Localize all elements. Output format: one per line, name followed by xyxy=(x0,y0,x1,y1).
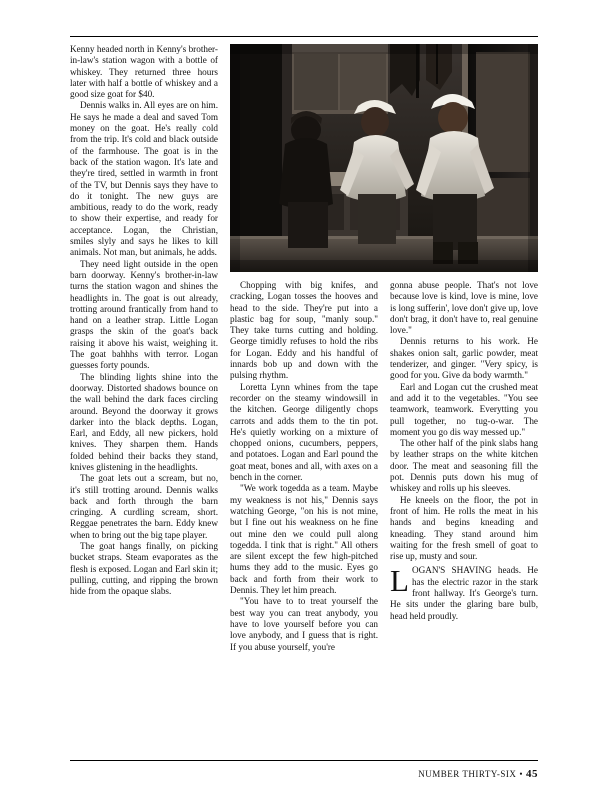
paragraph: The goat hangs finally, on picking bucket straps. Steam evaporates as the flesh is exposed. Logan and Earl skin it; pulling, cutting, and ripping the brown hide from the opaque slabs. xyxy=(70,541,218,597)
paragraph: They need light outside in the open barn doorway. Kenny's brother-in-law turns the station wagon and shines the headlights in. The goat is out already, trotting around frantically from hand to hand on a leather strap. Little Logan grasps the skin of the goat's back raising it above his waist, weighing it. The goat bahhhs with terror. Logan guesses forty pounds. xyxy=(70,258,218,371)
paragraph: Chopping with big knifes, and cracking, Logan tosses the hooves and head to the side. They're put into a plastic bag for soup, "manly soup." They take turns cutting and holding. George timidly refuses to hold the ribs for Logan. Eddy and his handful of innards bob up and down with the pulsing rhythm. xyxy=(230,280,378,381)
column-1 xyxy=(70,44,218,598)
paragraph: "You have to to treat yourself the best way you can treat anybody, you have to love yourself before you can love anybody, and I guess that is right. If you abuse yourself, you're xyxy=(230,596,378,652)
dropcap-body-text: heads. He has the electric razor in the stark front hallway. It's George's turn. He sits under the glaring bare bulb, head held proudly. xyxy=(390,565,538,621)
dropcap-letter: L xyxy=(390,563,409,599)
paragraph: Kenny headed north in Kenny's brother-in-law's station wagon with a bottle of whiskey. They returned three hours later with half a bottle of whiskey and a good size goat for $40. xyxy=(70,44,218,100)
page-number: 45 xyxy=(526,768,538,780)
footer-separator: • xyxy=(519,769,523,779)
page-footer xyxy=(70,768,538,780)
paragraph: The blinding lights shine into the doorway. Distorted shadows bounce on the wall behind the dark faces circling around. Beyond the doorway it grows darker into the black depths. Logan, Earl, and Eddy, all new pickers, hold knives. They sharpen them. Hands folded behind their backs they stand, knives glistening in the headlights. xyxy=(70,371,218,472)
dropcap-paragraph xyxy=(390,565,538,621)
paragraph: Loretta Lynn whines from the tape recorder on the steamy windowsill in the kitchen. George diligently chops carrots and adds them to the tin pot. He's quietly working on a mixture of chopped onions, cucumbers, peppers, and potatoes. Logan and Earl pound the goat meat, bones and all, with axes on a bench in the corner. xyxy=(230,381,378,483)
column-2 xyxy=(230,44,378,653)
article-columns xyxy=(70,44,538,750)
paragraph: Earl and Logan cut the crushed meat and add it to the vegetables. "You see teamwork, teamwork. Everytting you pull together, no tug-o-war. The moment you go dis way messed up." xyxy=(390,381,538,437)
issue-label: NUMBER THIRTY-SIX xyxy=(418,769,517,779)
paragraph: gonna abuse people. That's not love because love is kind, love is mine, love is long sufferin', love don't give up, love don't brag, it don't have to, real genuine love." xyxy=(390,280,538,336)
paragraph: The other half of the pink slabs hang by leather straps on the white kitchen door. The meat and seasoning fill the pot. Dennis puts down his mug of whiskey and rolls up his sleeves. xyxy=(390,438,538,494)
paragraph: He kneels on the floor, the pot in front of him. He rolls the meat in his hands and begins kneading and kneading. They stand around him waiting for the fresh smell of goat to rise up, musty and sour. xyxy=(390,494,538,562)
small-caps-lead: OGAN'S SHAVING xyxy=(411,565,492,576)
paragraph: "We work togedda as a team. Maybe my weakness is not his," Dennis says watching George, "on his is not mine, but I fine out his weakness on he fine out mine den we could pull along togedda. I tink that is right." All others are silent except the few high-pitched hums they add to the music. Eyes go back and forth from their work to Dennis. They let him preach. xyxy=(230,483,378,596)
bottom-rule xyxy=(70,760,538,761)
column-3 xyxy=(390,44,538,622)
photo-flow-spacer xyxy=(390,44,538,280)
paragraph: Dennis returns to his work. He shakes onion salt, garlic powder, meat tenderizer, and ginger. "Very spicy, is good for you. Give da body warmth." xyxy=(390,336,538,381)
paragraph: Dennis walks in. All eyes are on him. He says he made a deal and saved Tom money on the goat. He's really cold from the trip. It's cold and black outside of the farmhouse. The goat is in the back of the station wagon. It's late and they're tired, settled in warmth in front of the TV, but Dennis says they have to do it tonight. The new guys are ambitious, ready to do the work, ready to show their expertise, and ready for acceptance. Logan, the Christian, smiles slyly and says he likes to kill animals. Not man, but animals, he adds. xyxy=(70,100,218,258)
top-rule xyxy=(70,36,538,37)
paragraph: The goat lets out a scream, but no, it's still trotting around. Dennis walks back and forth through the barn cringing. A curdling scream, short. Reggae penetrates the barn. Eddy knew when to bring out the big tape player. xyxy=(70,473,218,540)
photo-flow-spacer xyxy=(230,44,378,280)
